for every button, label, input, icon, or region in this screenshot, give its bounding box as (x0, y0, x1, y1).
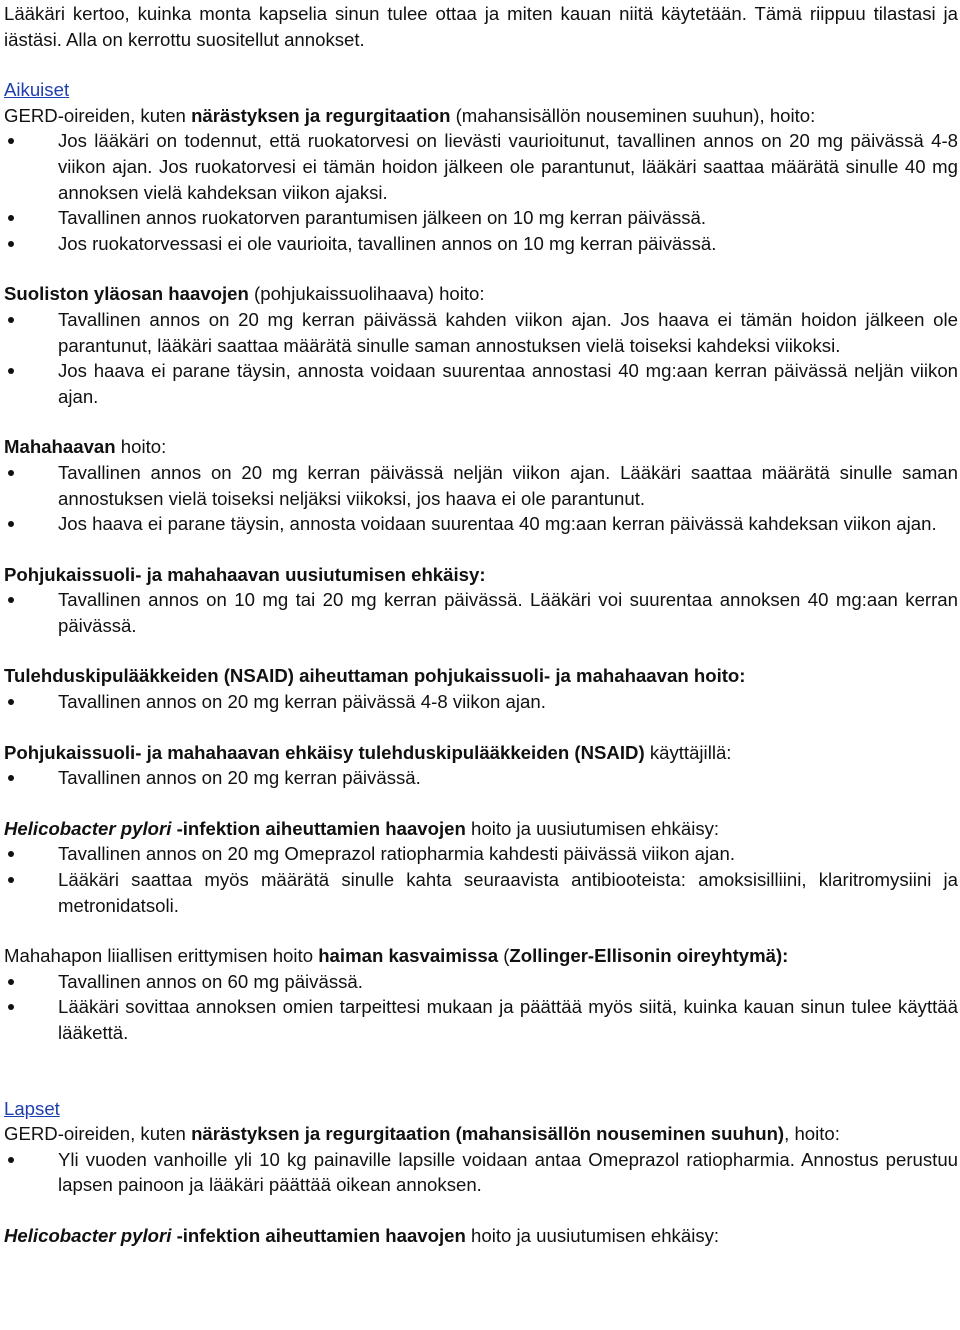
bullet-icon (8, 1004, 14, 1010)
bullet-icon (8, 368, 14, 374)
bullet-icon (8, 241, 14, 247)
list-item: Jos ruokatorvessasi ei ole vaurioita, tavallinen annos on 10 mg kerran päivässä. (4, 231, 958, 257)
list-item: Tavallinen annos on 10 mg tai 20 mg kerran päivässä. Lääkäri voi suurentaa annoksen 40 mg:aan kerran päivässä. (4, 587, 958, 638)
bullet-icon (8, 317, 14, 323)
bullet-icon (8, 979, 14, 985)
gerd-children-intro: GERD-oireiden, kuten närästyksen ja regurgitaation (mahansisällön nouseminen suuhun), hoito: (4, 1123, 840, 1145)
helicobacter-adults-intro: Helicobacter pylori -infektion aiheuttamien haavojen hoito ja uusiutumisen ehkäisy: (4, 817, 720, 839)
list-item: Yli vuoden vanhoille yli 10 kg painaville lapsille voidaan antaa Omeprazol ratiopharmia. Annostus perustuu lapsen painoon ja lääkäri päättää oikean annoksen. (4, 1147, 958, 1198)
list-item: Tavallinen annos on 20 mg kerran päivässä kahden viikon ajan. Jos haava ei tämän hoidon jälkeen ole parantunut, lääkäri saattaa määrätä sinulle saman annostuksen vielä toiseksi kahdeksi viikoksi. (4, 307, 958, 358)
list-item: Jos haava ei parane täysin, annosta voidaan suurentaa annostasi 40 mg:aan kerran päivässä neljän viikon ajan. (4, 358, 958, 409)
nsaid-prevention-intro: Pohjukaissuoli- ja mahahaavan ehkäisy tulehduskipulääkkeiden (NSAID) käyttäjillä: (4, 741, 732, 763)
nsaid-treatment-intro: Tulehduskipulääkkeiden (NSAID) aiheuttaman pohjukaissuoli- ja mahahaavan hoito: (4, 665, 746, 687)
duodenal-intro: Suoliston yläosan haavojen (pohjukaissuolihaava) hoito: (4, 283, 485, 305)
bullet-icon (8, 775, 14, 781)
zollinger-intro: Mahahapon liiallisen erittymisen hoito haiman kasvaimissa (Zollinger-Ellisonin oireyhtymä): (4, 945, 789, 967)
bullet-icon (8, 521, 14, 527)
prevention-list (4, 587, 958, 638)
intro-paragraph: Lääkäri kertoo, kuinka monta kapselia sinun tulee ottaa ja miten kauan niitä käytetään. Tämä riippuu tilastasi ja iästäsi. Alla on kerrottu suositellut annokset. (4, 3, 958, 50)
list-item: Jos lääkäri on todennut, että ruokatorvesi on lievästi vaurioitunut, tavallinen annos on 20 mg päivässä 4-8 viikon ajan. Jos ruokatorvesi ei tämän hoidon jälkeen ole parantunut, lääkäri saattaa määrätä sinulle 40 mg annoksen vielä kahdeksan viikon ajaksi. (4, 128, 958, 205)
helicobacter-children-intro: Helicobacter pylori -infektion aiheuttamien haavojen hoito ja uusiutumisen ehkäisy: (4, 1224, 720, 1246)
gerd-children-list (4, 1147, 958, 1198)
duodenal-list (4, 307, 958, 409)
prevention-intro: Pohjukaissuoli- ja mahahaavan uusiutumisen ehkäisy: (4, 563, 486, 585)
helicobacter-adults-list (4, 841, 958, 918)
list-item: Tavallinen annos on 20 mg Omeprazol ratiopharmia kahdesti päivässä viikon ajan. (4, 841, 958, 867)
list-item: Lääkäri saattaa myös määrätä sinulle kahta seuraavista antibiooteista: amoksisilliini, klaritromysiini ja metronidatsoli. (4, 867, 958, 918)
list-item: Tavallinen annos on 20 mg kerran päivässä 4-8 viikon ajan. (4, 689, 958, 715)
list-item: Tavallinen annos on 60 mg päivässä. (4, 969, 958, 995)
zollinger-list (4, 969, 958, 1046)
nsaid-treatment-list (4, 689, 958, 715)
list-item: Jos haava ei parane täysin, annosta voidaan suurentaa 40 mg:aan kerran päivässä kahdeksan viikon ajan. (4, 511, 958, 537)
list-item: Lääkäri sovittaa annoksen omien tarpeittesi mukaan ja päättää myös siitä, kuinka kauan sinun tulee käyttää lääkettä. (4, 994, 958, 1045)
gerd-adults-intro: GERD-oireiden, kuten närästyksen ja regurgitaation (mahansisällön nouseminen suuhun), hoito: (4, 104, 816, 126)
bullet-icon (8, 851, 14, 857)
bullet-icon (8, 1157, 14, 1163)
nsaid-prevention-list (4, 765, 958, 791)
bullet-icon (8, 138, 14, 144)
bullet-icon (8, 597, 14, 603)
children-heading: Lapset (4, 1097, 60, 1119)
gastric-intro: Mahahaavan hoito: (4, 436, 167, 458)
list-item: Tavallinen annos ruokatorven parantumisen jälkeen on 10 mg kerran päivässä. (4, 205, 958, 231)
bullet-icon (8, 877, 14, 883)
bullet-icon (8, 699, 14, 705)
gerd-adults-list (4, 128, 958, 256)
list-item: Tavallinen annos on 20 mg kerran päivässä. (4, 765, 958, 791)
gastric-list (4, 460, 958, 537)
list-item: Tavallinen annos on 20 mg kerran päivässä neljän viikon ajan. Lääkäri saattaa määrätä sinulle saman annostuksen vielä toiseksi neljäksi viikoksi, jos haava ei ole parantunut. (4, 460, 958, 511)
bullet-icon (8, 215, 14, 221)
adults-heading: Aikuiset (4, 79, 70, 101)
bullet-icon (8, 470, 14, 476)
